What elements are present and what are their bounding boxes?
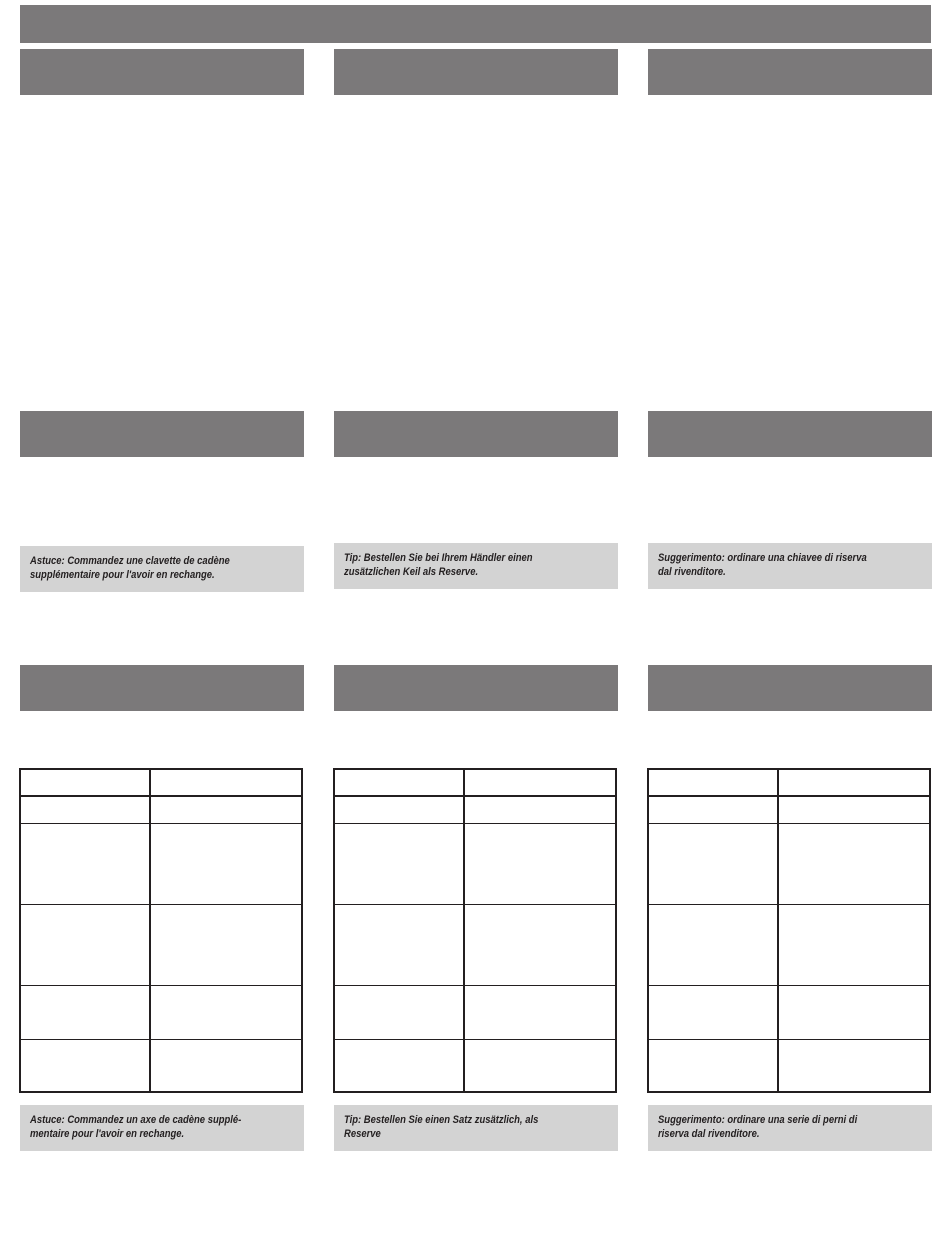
table-column-divider <box>149 770 151 1091</box>
table-fr <box>19 768 303 1093</box>
tip-text-de-2: Tip: Bestellen Sie einen Satz zusätzlich, als Reserve <box>344 1114 539 1140</box>
table-row-divider <box>649 823 929 824</box>
table-row-divider <box>335 985 615 986</box>
table-column-divider <box>777 770 779 1091</box>
table-it <box>647 768 931 1093</box>
table-row-divider <box>649 1039 929 1040</box>
table-row-divider <box>21 1039 301 1040</box>
section-header-it-1 <box>648 49 932 95</box>
section-header-fr-1 <box>20 49 304 95</box>
tip-text-de-1: Tip: Bestellen Sie bei Ihrem Händler einen zusätzlichen Keil als Reserve. <box>344 552 533 578</box>
page-header-bar <box>20 5 931 43</box>
tip-box-de-1 <box>334 543 618 589</box>
tip-text-fr-2: Astuce: Commandez un axe de cadène supplé- mentaire pour l'avoir en rechange. <box>30 1114 242 1140</box>
tip-text-it-2: Suggerimento: ordinare una serie di perni di riserva dal rivenditore. <box>658 1114 858 1140</box>
table-row-divider <box>21 823 301 824</box>
section-header-de-3 <box>334 665 618 711</box>
table-row-divider <box>21 985 301 986</box>
section-header-fr-2 <box>20 411 304 457</box>
tip-box-it-2 <box>648 1105 932 1151</box>
tip-box-fr-1 <box>20 546 304 592</box>
tip-box-it-1 <box>648 543 932 589</box>
section-header-it-3 <box>648 665 932 711</box>
table-row-divider <box>649 904 929 905</box>
table-row-divider <box>649 795 929 797</box>
table-column-divider <box>463 770 465 1091</box>
tip-box-fr-2 <box>20 1105 304 1151</box>
table-row-divider <box>335 795 615 797</box>
table-row-divider <box>21 904 301 905</box>
table-row-divider <box>21 795 301 797</box>
tip-text-it-1: Suggerimento: ordinare una chiavee di riserva dal rivenditore. <box>658 552 867 578</box>
tip-box-de-2 <box>334 1105 618 1151</box>
section-header-it-2 <box>648 411 932 457</box>
section-header-fr-3 <box>20 665 304 711</box>
section-header-de-2 <box>334 411 618 457</box>
table-row-divider <box>649 985 929 986</box>
tip-text-fr-1: Astuce: Commandez une clavette de cadène supplémentaire pour l'avoir en rechange. <box>30 555 230 581</box>
section-header-de-1 <box>334 49 618 95</box>
table-row-divider <box>335 904 615 905</box>
table-de <box>333 768 617 1093</box>
table-row-divider <box>335 1039 615 1040</box>
table-row-divider <box>335 823 615 824</box>
